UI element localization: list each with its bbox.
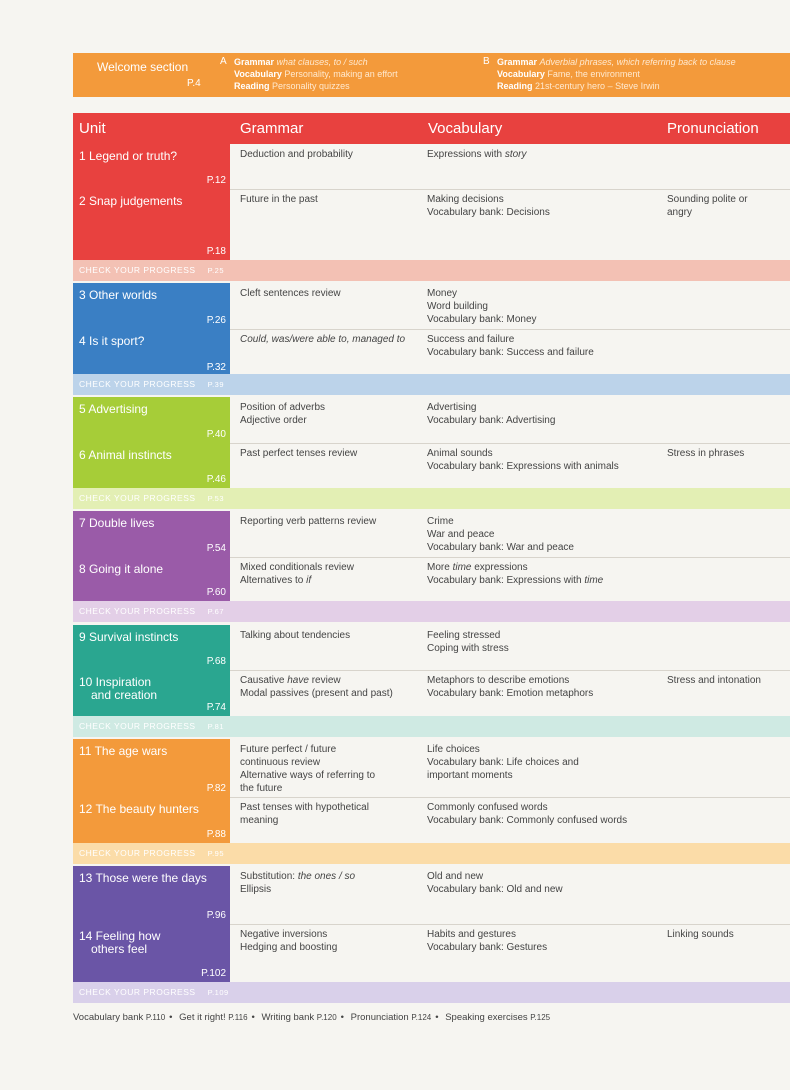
cell-line: Modal passives (present and past): [240, 688, 393, 699]
cell-line: Vocabulary bank: Expressions with animals: [427, 461, 619, 472]
cell-line: Crime: [427, 516, 454, 527]
cell-line: Past perfect tenses review: [240, 448, 358, 459]
welcome-letter-b: B: [483, 56, 490, 67]
check-page: P.53: [207, 494, 225, 503]
cell-line: Causative have review: [240, 675, 341, 686]
welcome-letter-a: A: [220, 56, 227, 67]
unit-page: P.74: [206, 702, 226, 713]
cell-line: Ellipsis: [240, 884, 272, 895]
cell-line: Word building: [427, 301, 488, 312]
unit-block[interactable]: [73, 797, 230, 843]
unit-page: P.46: [206, 474, 226, 485]
vocabulary-label: Vocabulary: [497, 69, 545, 79]
cell-line: Could, was/were able to, managed to: [240, 334, 406, 345]
cell-line: continuous review: [240, 757, 321, 768]
unit-title: [79, 930, 160, 956]
unit-page: P.32: [206, 362, 226, 373]
footer-item: Vocabulary bank P.110: [73, 1012, 166, 1023]
vocabulary-cell: [427, 515, 662, 554]
unit-block[interactable]: [73, 924, 230, 982]
unit-title-line: 6 Animal instincts: [79, 448, 172, 462]
unit-title: [79, 195, 182, 208]
unit-block[interactable]: [73, 189, 230, 260]
unit-title: [79, 563, 163, 576]
unit-title: [79, 745, 167, 758]
unit-block[interactable]: [73, 329, 230, 376]
check-label-text: CHECK YOUR PROGRESS: [79, 848, 196, 858]
unit-page: P.88: [206, 829, 226, 840]
grammar-cell: [240, 287, 420, 300]
unit-page: P.82: [206, 783, 226, 794]
grammar-cell: [240, 928, 420, 954]
footer-item: Writing bank P.120: [261, 1012, 337, 1023]
check-label-text: CHECK YOUR PROGRESS: [79, 606, 196, 616]
vocabulary-label: Vocabulary: [234, 69, 282, 79]
cell-line: Reporting verb patterns review: [240, 516, 377, 527]
cell-line: Adjective order: [240, 415, 307, 426]
check-page: P.25: [207, 266, 225, 275]
welcome-b-reading: 21st-century hero – Steve Irwin: [535, 81, 660, 91]
unit-title-line: others feel: [91, 942, 148, 956]
header-grammar: Grammar: [240, 120, 304, 137]
cell-line: Coping with stress: [427, 643, 509, 654]
cell-line: Habits and gestures: [427, 929, 516, 940]
footer-item: Pronunciation P.124: [350, 1012, 432, 1023]
cell-line: Past tenses with hypothetical: [240, 802, 369, 813]
cell-line: Stress in phrases: [667, 448, 745, 459]
unit-title-line: and creation: [91, 688, 158, 702]
welcome-a-reading: Personality quizzes: [272, 81, 350, 91]
cell-line: Vocabulary bank: Commonly confused words: [427, 815, 628, 826]
check-label-text: CHECK YOUR PROGRESS: [79, 265, 196, 275]
welcome-page: P.4: [187, 78, 201, 89]
cell-line: Expressions with story: [427, 149, 527, 160]
footer-item: Speaking exercises P.125: [445, 1012, 551, 1023]
cell-line: Vocabulary bank: Expressions with time: [427, 575, 604, 586]
cell-line: Alternative ways of referring to: [240, 770, 376, 781]
cell-line: Old and new: [427, 871, 484, 882]
cell-line: Vocabulary bank: Gestures: [427, 942, 548, 953]
unit-title: [79, 872, 207, 885]
unit-title: [79, 289, 157, 302]
cell-line: Making decisions: [427, 194, 504, 205]
unit-title-line: 12 The beauty hunters: [79, 802, 199, 816]
check-label-text: CHECK YOUR PROGRESS: [79, 379, 196, 389]
grammar-cell: [240, 447, 420, 460]
unit-title-line: 7 Double lives: [79, 516, 155, 530]
unit-title: [79, 803, 199, 816]
check-progress-bar[interactable]: [73, 716, 790, 737]
unit-title: [79, 517, 154, 530]
footer-item: Get it right! P.116: [179, 1012, 248, 1023]
welcome-section: [73, 53, 790, 97]
cell-line: Alternatives to if: [240, 575, 312, 586]
cell-line: Money: [427, 288, 458, 299]
grammar-cell: [240, 333, 420, 346]
unit-title: [79, 631, 178, 644]
vocabulary-cell: [427, 447, 662, 473]
check-page: P.67: [207, 607, 225, 616]
welcome-b-grammar: Adverbial phrases, which referring back to clause: [539, 57, 736, 67]
unit-title: [79, 676, 157, 702]
row-divider: [230, 443, 790, 444]
unit-title-line: 10 Inspiration: [79, 675, 152, 689]
unit-page: P.96: [206, 910, 226, 921]
check-progress-bar[interactable]: [73, 982, 790, 1003]
unit-title-line: 13 Those were the days: [79, 871, 207, 885]
unit-title-line: 8 Going it alone: [79, 562, 164, 576]
unit-title-line: 11 The age wars: [79, 744, 168, 758]
check-progress-label: [79, 606, 224, 616]
cell-line: angry: [667, 207, 693, 218]
check-page: P.109: [207, 988, 229, 997]
pronunciation-cell: [667, 193, 785, 219]
unit-title-line: 2 Snap judgements: [79, 194, 183, 208]
vocabulary-cell: [427, 333, 662, 359]
unit-block[interactable]: [73, 670, 230, 716]
vocabulary-cell: [427, 287, 662, 326]
row-divider: [230, 670, 790, 671]
cell-line: the future: [240, 783, 283, 794]
cell-line: Vocabulary bank: War and peace: [427, 542, 574, 553]
unit-title-line: 14 Feeling how: [79, 929, 161, 943]
unit-title: [79, 150, 177, 163]
unit-page: P.60: [206, 587, 226, 598]
cell-line: War and peace: [427, 529, 495, 540]
check-progress-bar[interactable]: [73, 488, 790, 509]
unit-block[interactable]: [73, 283, 230, 329]
check-progress-label: [79, 493, 224, 503]
cell-line: Feeling stressed: [427, 630, 501, 641]
cell-line: Substitution: the ones / so: [240, 871, 356, 882]
cell-line: Advertising: [427, 402, 477, 413]
unit-title-line: 9 Survival instincts: [79, 630, 179, 644]
unit-block[interactable]: [73, 511, 230, 557]
cell-line: Life choices: [427, 744, 480, 755]
vocabulary-cell: [427, 401, 662, 427]
welcome-a-vocab: Personality, making an effort: [284, 69, 398, 79]
check-progress-bar[interactable]: [73, 843, 790, 864]
grammar-cell: [240, 561, 420, 587]
unit-title: [79, 403, 148, 416]
vocabulary-cell: [427, 629, 662, 655]
unit-page: P.12: [206, 175, 226, 186]
cell-line: Talking about tendencies: [240, 630, 351, 641]
cell-line: Hedging and boosting: [240, 942, 338, 953]
vocabulary-cell: [427, 148, 662, 161]
grammar-cell: [240, 674, 420, 700]
check-page: P.95: [207, 849, 225, 858]
check-progress-bar[interactable]: [73, 260, 790, 281]
unit-page: P.26: [206, 315, 226, 326]
check-progress-bar[interactable]: [73, 601, 790, 622]
vocabulary-cell: [427, 928, 662, 954]
unit-block[interactable]: [73, 397, 230, 443]
row-divider: [230, 189, 790, 190]
cell-line: Linking sounds: [667, 929, 734, 940]
unit-block[interactable]: [73, 443, 230, 488]
check-label-text: CHECK YOUR PROGRESS: [79, 493, 196, 503]
pronunciation-cell: [667, 447, 785, 460]
welcome-title: Welcome section: [97, 60, 189, 74]
cell-line: Commonly confused words: [427, 802, 548, 813]
unit-page: P.40: [206, 429, 226, 440]
unit-title-line: 4 Is it sport?: [79, 334, 145, 348]
grammar-cell: [240, 870, 420, 896]
vocabulary-cell: [427, 743, 662, 782]
vocabulary-cell: [427, 801, 662, 827]
reading-label: Reading: [234, 81, 270, 91]
unit-title-line: 3 Other worlds: [79, 288, 158, 302]
pronunciation-cell: [667, 674, 785, 687]
cell-line: Negative inversions: [240, 929, 328, 940]
reading-label: Reading: [497, 81, 533, 91]
cell-line: Deduction and probability: [240, 149, 353, 160]
vocabulary-cell: [427, 193, 662, 219]
cell-line: Vocabulary bank: Emotion metaphors: [427, 688, 594, 699]
cell-line: Vocabulary bank: Success and failure: [427, 347, 594, 358]
cell-line: Success and failure: [427, 334, 515, 345]
footer: Vocabulary bank P.110 • Get it right! P.116 • Writing bank P.120 • Pronunciation P.124 • Speaking exercises P.125: [73, 1012, 551, 1023]
cell-line: Vocabulary bank: Money: [427, 314, 537, 325]
check-page: P.39: [207, 380, 225, 389]
vocabulary-cell: [427, 674, 662, 700]
unit-title: [79, 449, 172, 462]
unit-page: P.18: [206, 246, 226, 257]
unit-block[interactable]: [73, 866, 230, 924]
cell-line: Sounding polite or: [667, 194, 748, 205]
cell-line: Position of adverbs: [240, 402, 326, 413]
check-page: P.81: [207, 722, 225, 731]
unit-block[interactable]: [73, 739, 230, 797]
unit-page: P.102: [201, 968, 226, 979]
cell-line: Vocabulary bank: Life choices and: [427, 757, 579, 768]
grammar-cell: [240, 515, 420, 528]
cell-line: Future perfect / future: [240, 744, 337, 755]
vocabulary-cell: [427, 561, 662, 587]
check-progress-label: [79, 987, 229, 997]
cell-line: Animal sounds: [427, 448, 493, 459]
cell-line: Vocabulary bank: Old and new: [427, 884, 563, 895]
table-header: [73, 113, 790, 144]
check-label-text: CHECK YOUR PROGRESS: [79, 721, 196, 731]
check-progress-label: [79, 265, 224, 275]
unit-title-line: 5 Advertising: [79, 402, 148, 416]
cell-line: meaning: [240, 815, 279, 826]
check-progress-bar[interactable]: [73, 374, 790, 395]
cell-line: Stress and intonation: [667, 675, 761, 686]
cell-line: important moments: [427, 770, 513, 781]
check-progress-label: [79, 848, 224, 858]
unit-block[interactable]: [73, 557, 230, 601]
cell-line: Metaphors to describe emotions: [427, 675, 570, 686]
grammar-cell: [240, 401, 420, 427]
welcome-a-grammar: what clauses, to / such: [276, 57, 368, 67]
check-label-text: CHECK YOUR PROGRESS: [79, 987, 196, 997]
row-divider: [230, 557, 790, 558]
unit-page: P.68: [206, 656, 226, 667]
unit-block[interactable]: [73, 625, 230, 670]
grammar-cell: [240, 801, 420, 827]
grammar-cell: [240, 629, 420, 642]
row-divider: [230, 924, 790, 925]
cell-line: Mixed conditionals review: [240, 562, 354, 573]
welcome-b-vocab: Fame, the environment: [547, 69, 640, 79]
grammar-cell: [240, 193, 420, 206]
check-progress-label: [79, 379, 224, 389]
unit-title: [79, 335, 144, 348]
grammar-label: Grammar: [234, 57, 275, 67]
unit-title-line: 1 Legend or truth?: [79, 149, 178, 163]
cell-line: Vocabulary bank: Advertising: [427, 415, 556, 426]
vocabulary-cell: [427, 870, 662, 896]
pronunciation-cell: [667, 928, 785, 941]
unit-page: P.54: [206, 543, 226, 554]
cell-line: Future in the past: [240, 194, 318, 205]
grammar-label: Grammar: [497, 57, 538, 67]
cell-line: More time expressions: [427, 562, 528, 573]
cell-line: Cleft sentences review: [240, 288, 341, 299]
header-pronunciation: Pronunciation: [667, 120, 759, 137]
cell-line: Vocabulary bank: Decisions: [427, 207, 550, 218]
header-unit: Unit: [79, 120, 106, 137]
unit-block[interactable]: [73, 144, 230, 189]
row-divider: [230, 329, 790, 330]
grammar-cell: [240, 743, 420, 795]
header-vocabulary: Vocabulary: [428, 120, 503, 137]
check-progress-label: [79, 721, 224, 731]
grammar-cell: [240, 148, 420, 161]
row-divider: [230, 797, 790, 798]
